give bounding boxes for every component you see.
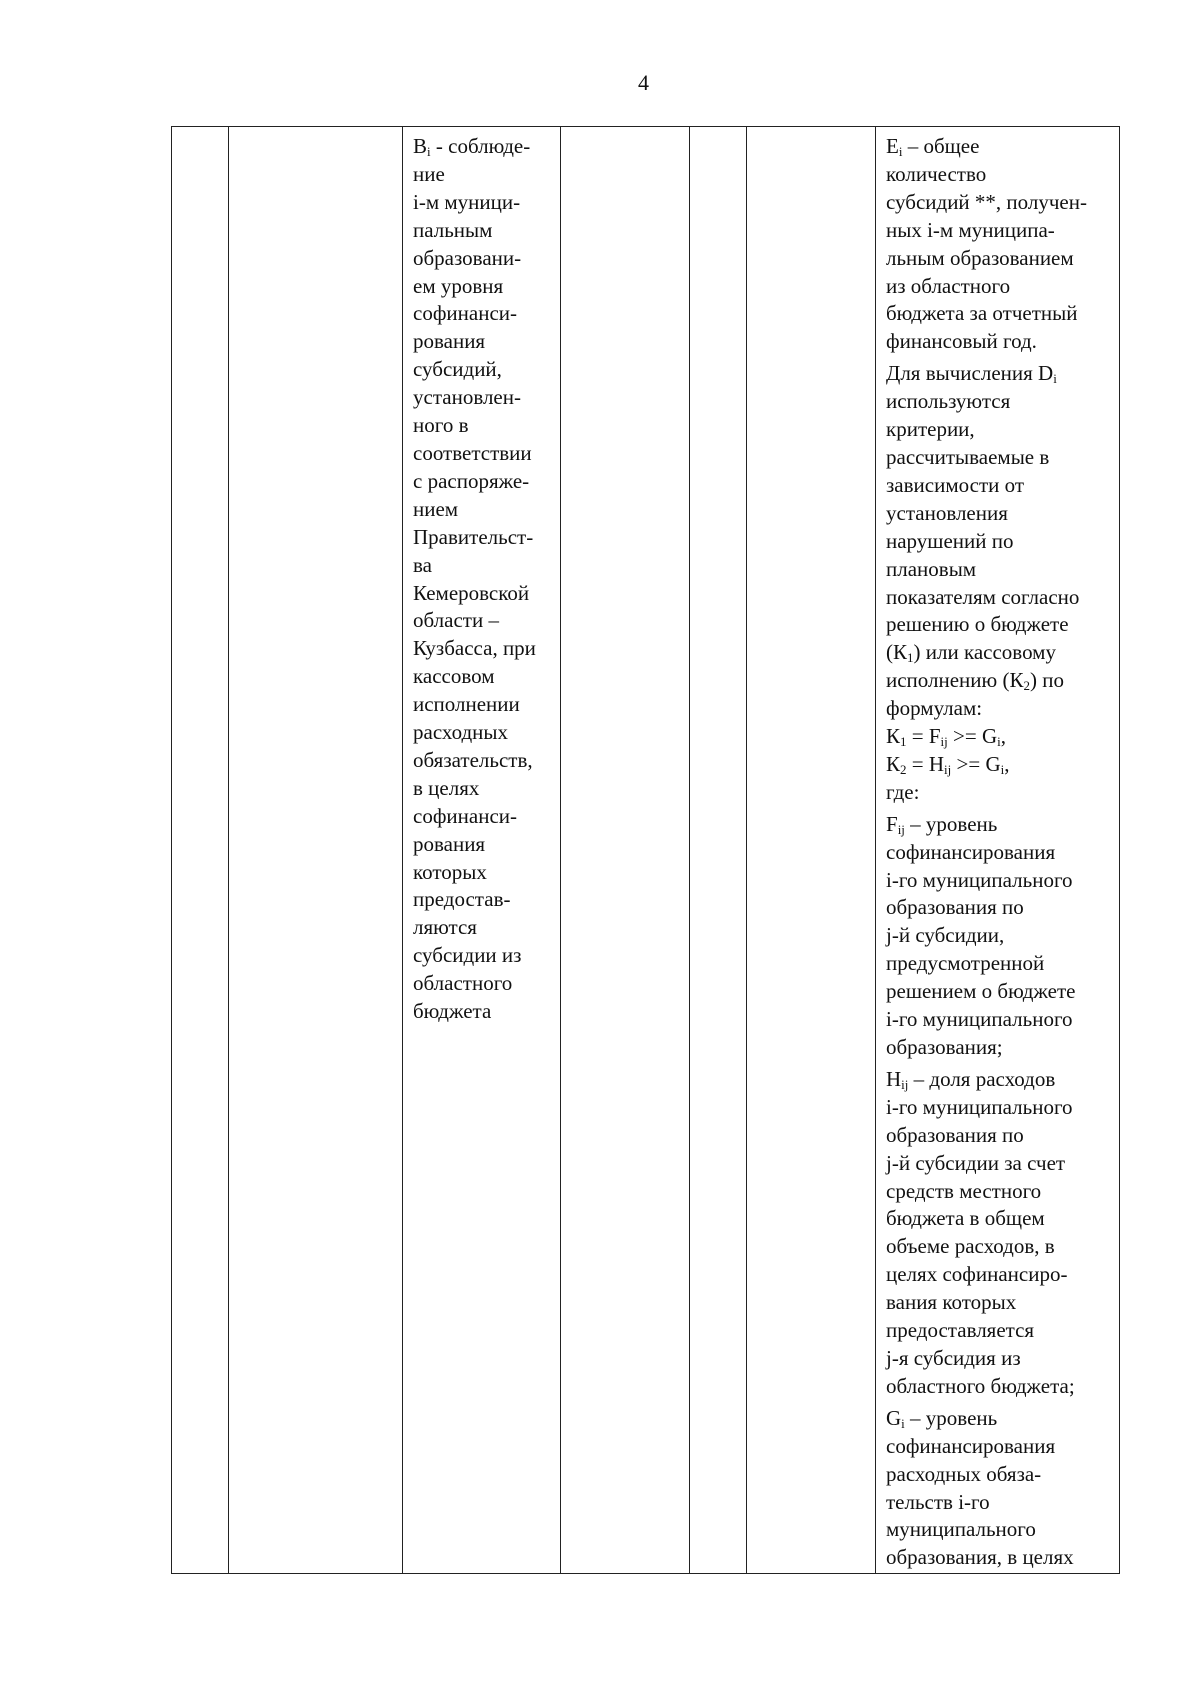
text-run: с распоряже- bbox=[413, 468, 530, 493]
text-run: финансовый год. bbox=[886, 329, 1037, 354]
cell-col-2 bbox=[229, 127, 403, 1574]
criterion-b-line bbox=[413, 189, 552, 217]
definition-e-line bbox=[886, 328, 1111, 356]
subscript: ij bbox=[897, 821, 905, 837]
definition-d-line bbox=[886, 444, 1111, 472]
text-run: рования bbox=[413, 831, 486, 856]
text-run: объеме расходов, в bbox=[886, 1234, 1055, 1259]
text-run: средств местного bbox=[886, 1178, 1042, 1203]
criterion-b-line bbox=[413, 719, 552, 747]
text-run: области – bbox=[413, 608, 499, 633]
text-run: областного bbox=[413, 971, 513, 996]
criterion-b-line bbox=[413, 747, 552, 775]
text-run: Для вычисления D bbox=[886, 361, 1054, 386]
text-run: = H bbox=[906, 751, 945, 776]
subscript: i bbox=[997, 734, 1001, 750]
definition-h-line bbox=[886, 1373, 1111, 1401]
text-run: софинанси- bbox=[413, 803, 518, 828]
text-run: – общее bbox=[902, 134, 980, 158]
text-run: j-я субсидия из bbox=[886, 1345, 1021, 1370]
criterion-b-line bbox=[413, 468, 552, 496]
text-run: пальным bbox=[413, 217, 493, 242]
text-run: исполнении bbox=[413, 692, 520, 717]
subscript: ij bbox=[901, 1076, 909, 1092]
criterion-b-line bbox=[413, 384, 552, 412]
cell-col-7 bbox=[876, 127, 1120, 1574]
text-run: >= G bbox=[951, 751, 1001, 776]
definition-f-line bbox=[886, 839, 1111, 867]
text-run: бюджета bbox=[413, 999, 492, 1024]
definition-h-line bbox=[886, 1317, 1111, 1345]
text-run: количество bbox=[886, 161, 987, 186]
text-run: субсидии из bbox=[413, 943, 522, 968]
definition-f-line bbox=[886, 922, 1111, 950]
text-run: образования по bbox=[886, 1122, 1024, 1147]
definition-g-line bbox=[886, 1516, 1111, 1544]
definition-h-line bbox=[886, 1233, 1111, 1261]
criterion-b-line bbox=[413, 635, 552, 663]
text-run: расходных bbox=[413, 720, 508, 745]
text-run: софинанси- bbox=[413, 301, 518, 326]
criteria-table bbox=[171, 126, 1120, 1574]
criterion-b-line bbox=[413, 161, 552, 189]
text-run: установления bbox=[886, 500, 1008, 525]
definition-g-line bbox=[886, 1489, 1111, 1517]
criterion-b-heading bbox=[413, 133, 552, 161]
definition-f-line bbox=[886, 978, 1111, 1006]
text-run: субсидий **, получен- bbox=[886, 189, 1087, 214]
criterion-b-line bbox=[413, 217, 552, 245]
text-run: расходных обяза- bbox=[886, 1461, 1042, 1486]
definition-f-heading bbox=[886, 811, 1111, 839]
subscript: i bbox=[898, 144, 903, 159]
definition-e-line bbox=[886, 300, 1111, 328]
criterion-b-line bbox=[413, 831, 552, 859]
text-run: нием bbox=[413, 496, 459, 521]
criterion-b-line bbox=[413, 496, 552, 524]
text-run: бюджета в общем bbox=[886, 1206, 1045, 1231]
definition-e-line bbox=[886, 189, 1111, 217]
text-run: образования по bbox=[886, 895, 1024, 920]
formula-k1 bbox=[886, 723, 1111, 751]
subscript: i bbox=[427, 144, 431, 159]
criterion-b-line bbox=[413, 273, 552, 301]
text-run: , bbox=[1004, 751, 1010, 776]
text-run: установлен- bbox=[413, 385, 521, 410]
subscript: 1 bbox=[907, 650, 914, 666]
definition-h-line bbox=[886, 1205, 1111, 1233]
text-run: ем уровня bbox=[413, 273, 504, 298]
definition-h-line bbox=[886, 1122, 1111, 1150]
definition-h-line bbox=[886, 1178, 1111, 1206]
criterion-b-line bbox=[413, 328, 552, 356]
text-run: К bbox=[886, 724, 901, 749]
definition-f-line bbox=[886, 1006, 1111, 1034]
text-run: i-го муниципального bbox=[886, 1094, 1073, 1119]
definition-h-line bbox=[886, 1289, 1111, 1317]
table-row bbox=[172, 127, 1120, 1574]
text-run: субсидий, bbox=[413, 357, 502, 382]
criterion-b-line bbox=[413, 970, 552, 998]
definition-g-line bbox=[886, 1544, 1111, 1572]
subscript: i bbox=[901, 1415, 905, 1431]
formulas-label bbox=[886, 695, 1111, 723]
criterion-b-line bbox=[413, 245, 552, 273]
criterion-b-line bbox=[413, 663, 552, 691]
definition-e-line bbox=[886, 245, 1111, 273]
criterion-b-line bbox=[413, 552, 552, 580]
definition-h-line bbox=[886, 1150, 1111, 1178]
definition-d-line bbox=[886, 556, 1111, 584]
criterion-b-line bbox=[413, 691, 552, 719]
text-run: ных i-м муниципа- bbox=[886, 217, 1055, 242]
k1-reference bbox=[886, 639, 1111, 667]
definition-g-line bbox=[886, 1461, 1111, 1489]
where-label bbox=[886, 779, 1111, 807]
text-run: которых bbox=[413, 859, 487, 884]
text-run: F bbox=[886, 811, 898, 836]
text-run: G bbox=[886, 1405, 902, 1430]
text-run: кассовом bbox=[413, 664, 495, 689]
definition-f-line bbox=[886, 894, 1111, 922]
text-run: ва bbox=[413, 552, 432, 577]
subscript: ij bbox=[944, 761, 952, 777]
text-run: нарушений по bbox=[886, 528, 1014, 553]
subscript: 2 bbox=[900, 761, 907, 777]
text-run: из областного bbox=[886, 273, 1011, 298]
text-run: – уровень bbox=[904, 811, 998, 836]
text-run: формулам: bbox=[886, 696, 983, 721]
text-run: софинансирования bbox=[886, 839, 1056, 864]
text-run: образования; bbox=[886, 1035, 1003, 1059]
text-run: критерии, bbox=[886, 417, 975, 442]
formula-k2 bbox=[886, 751, 1111, 779]
text-run: показателям согласно bbox=[886, 584, 1080, 609]
text-run: обязательств, bbox=[413, 747, 533, 772]
definition-d-heading bbox=[886, 360, 1111, 388]
definition-d-line bbox=[886, 472, 1111, 500]
definition-g-heading bbox=[886, 1405, 1111, 1433]
definition-h-line bbox=[886, 1345, 1111, 1373]
definition-d-line bbox=[886, 416, 1111, 444]
definition-d-line bbox=[886, 388, 1111, 416]
text-run: Правительст- bbox=[413, 524, 534, 549]
text-run: = F bbox=[906, 724, 941, 749]
text-run: областного бюджета; bbox=[886, 1373, 1075, 1398]
text-run: предостав- bbox=[413, 887, 511, 912]
criterion-b-line bbox=[413, 942, 552, 970]
text-run: j-й субсидии, bbox=[886, 923, 1005, 948]
text-run: софинансирования bbox=[886, 1433, 1056, 1458]
text-run: соответствии bbox=[413, 440, 532, 465]
text-run: предоставляется bbox=[886, 1318, 1035, 1343]
cell-col-4 bbox=[561, 127, 690, 1574]
text-run: предусмотренной bbox=[886, 951, 1045, 976]
criterion-b-line bbox=[413, 914, 552, 942]
definition-d-line bbox=[886, 584, 1111, 612]
text-run: бюджета за отчетный bbox=[886, 301, 1078, 326]
text-run: H bbox=[886, 1066, 902, 1091]
text-run: >= G bbox=[947, 724, 998, 749]
page-number: 4 bbox=[638, 70, 649, 95]
text-run: j-й субсидии за счет bbox=[886, 1150, 1066, 1175]
text-run: B bbox=[413, 134, 428, 158]
criterion-b-line bbox=[413, 803, 552, 831]
text-run: Кемеровской bbox=[413, 580, 530, 605]
text-run: целях софинансиро- bbox=[886, 1262, 1068, 1287]
subscript: i bbox=[1000, 761, 1005, 777]
text-run: i-м муници- bbox=[413, 189, 521, 214]
definition-h-line bbox=[886, 1094, 1111, 1122]
criterion-b-line bbox=[413, 886, 552, 914]
definition-e-line bbox=[886, 161, 1111, 189]
text-run: исполнению (К bbox=[886, 668, 1024, 693]
criterion-b-line bbox=[413, 775, 552, 803]
k2-reference bbox=[886, 667, 1111, 695]
subscript: i bbox=[1053, 371, 1057, 387]
text-run: зависимости от bbox=[886, 472, 1025, 497]
cell-col-3 bbox=[403, 127, 561, 1574]
definition-g-line bbox=[886, 1433, 1111, 1461]
text-run: решением о бюджете bbox=[886, 979, 1076, 1004]
criterion-b-line bbox=[413, 580, 552, 608]
criterion-b-line bbox=[413, 607, 552, 635]
text-run: рассчитываемые в bbox=[886, 444, 1050, 469]
text-run: льным образованием bbox=[886, 245, 1074, 270]
text-run: E bbox=[886, 134, 899, 158]
definition-d-line bbox=[886, 611, 1111, 639]
subscript: 2 bbox=[1023, 678, 1030, 694]
text-run: ) или кассовому bbox=[913, 640, 1056, 665]
definition-h-line bbox=[886, 1261, 1111, 1289]
subscript: 1 bbox=[900, 734, 907, 750]
text-run: Кузбасса, при bbox=[413, 636, 536, 661]
text-run: ного в bbox=[413, 413, 469, 438]
definition-f-line bbox=[886, 1034, 1111, 1062]
definition-f-line bbox=[886, 867, 1111, 895]
text-run: ляются bbox=[413, 915, 477, 940]
text-run: (К bbox=[886, 640, 907, 665]
text-run: плановым bbox=[886, 556, 977, 581]
text-run: ние bbox=[413, 161, 445, 186]
text-run: образования, в целях bbox=[886, 1545, 1074, 1570]
criterion-b-line bbox=[413, 524, 552, 552]
definition-e-line bbox=[886, 273, 1111, 301]
cell-col-6 bbox=[747, 127, 876, 1574]
criterion-b-line bbox=[413, 300, 552, 328]
text-run: муниципального bbox=[886, 1517, 1036, 1542]
definition-d-line bbox=[886, 500, 1111, 528]
definition-f-line bbox=[886, 950, 1111, 978]
text-run: вания которых bbox=[886, 1290, 1017, 1315]
text-run: , bbox=[1000, 724, 1007, 749]
text-run: решению о бюджете bbox=[886, 612, 1069, 637]
text-run: ) по bbox=[1029, 668, 1064, 693]
definition-d-line bbox=[886, 528, 1111, 556]
text-run: К bbox=[886, 751, 901, 776]
criterion-b-line bbox=[413, 356, 552, 384]
text-run: – уровень bbox=[904, 1405, 998, 1430]
subscript: ij bbox=[940, 734, 948, 750]
criterion-b-line bbox=[413, 998, 552, 1026]
text-run: используются bbox=[886, 389, 1011, 414]
definition-h-heading bbox=[886, 1066, 1111, 1094]
text-run: i-го муниципального bbox=[886, 867, 1073, 892]
text-run: тельств i-го bbox=[886, 1489, 990, 1514]
cell-col-1 bbox=[172, 127, 229, 1574]
text-run: – доля расходов bbox=[908, 1066, 1056, 1091]
text-run: где: bbox=[886, 779, 920, 804]
definition-e-heading bbox=[886, 133, 1111, 161]
text-run: рования bbox=[413, 329, 486, 354]
text-run: i-го муниципального bbox=[886, 1007, 1073, 1032]
cell-col-5 bbox=[690, 127, 747, 1574]
criterion-b-line bbox=[413, 440, 552, 468]
text-run: - соблюде- bbox=[430, 134, 531, 158]
definition-e-line bbox=[886, 217, 1111, 245]
criterion-b-line bbox=[413, 412, 552, 440]
text-run: в целях bbox=[413, 775, 480, 800]
criterion-b-line bbox=[413, 859, 552, 887]
text-run: образовани- bbox=[413, 245, 522, 270]
